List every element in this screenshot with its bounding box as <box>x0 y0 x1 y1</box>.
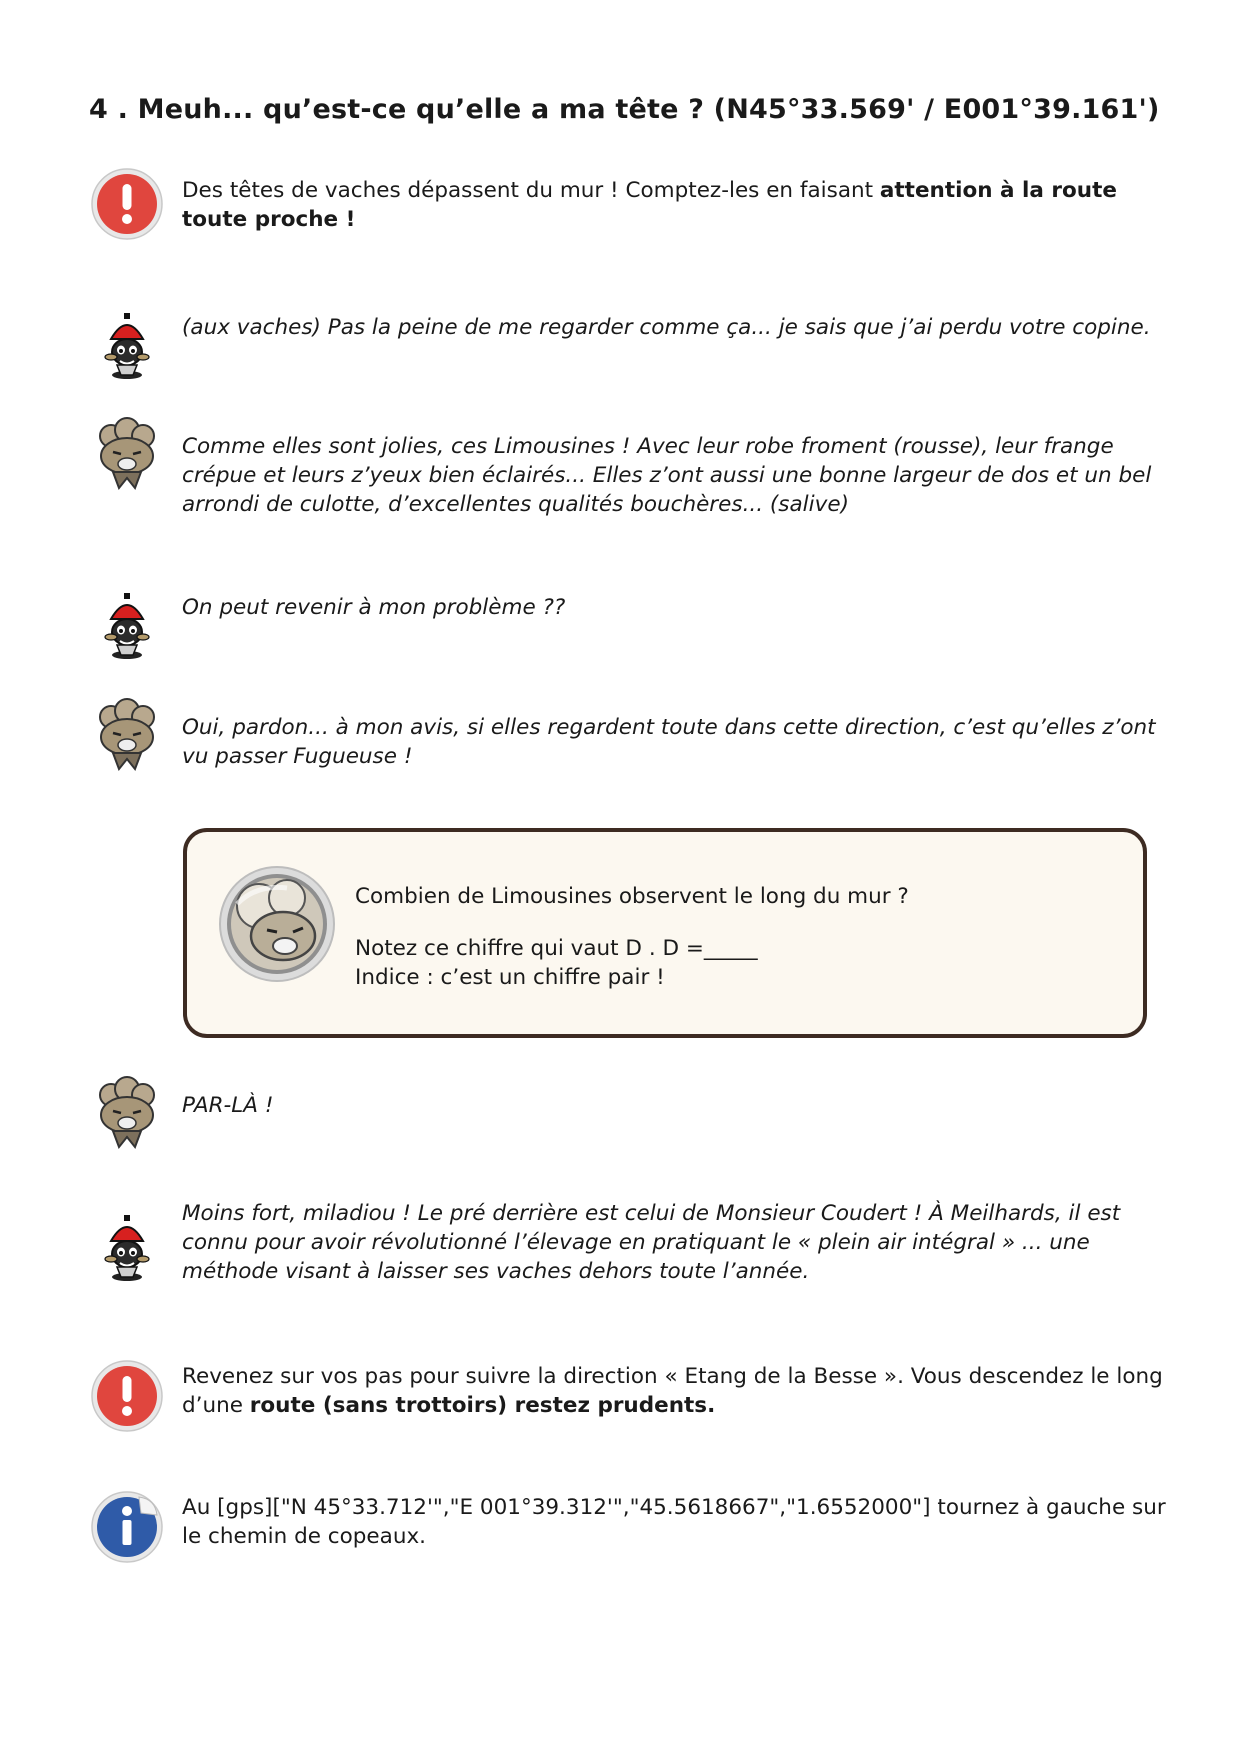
hint-line: Indice : c’est un chiffre pair ! <box>355 965 665 990</box>
dialogue-text: Comme elles sont jolies, ces Limousines ! Avec leur robe froment (rousse), leur frange crépue et leurs z’yeux bien éclairés... Elles z’ont aussi une bonne largeur de dos et un bel arrondi de culotte, d’excellentes qualités bouchères... (salive) <box>182 434 1152 517</box>
warning-icon <box>89 1358 165 1434</box>
instruction-text: Des têtes de vaches dépassent du mur ! Comptez-les en faisant attention à la route toute proche ! <box>182 178 1117 232</box>
warning-icon <box>89 166 165 242</box>
answer-line: Notez ce chiffre qui vaut D . D =_____ <box>355 936 758 961</box>
dialogue-text: (aux vaches) Pas la peine de me regarder comme ça... je sais que j’ai perdu votre copine. <box>182 315 1151 340</box>
question-box <box>183 828 1147 1038</box>
gnome-character-icon <box>89 305 165 381</box>
instruction-text: Au [gps]["N 45°33.712'","E 001°39.312'","45.5618667","1.6552000"] tournez à gauche sur le chemin de copeaux. <box>182 1495 1166 1549</box>
question-text <box>355 882 1115 992</box>
dialogue-text: On peut revenir à mon problème ?? <box>182 595 566 620</box>
dialogue-text: Oui, pardon... à mon avis, si elles regardent toute dans cette direction, c’est qu’elles z’ont vu passer Fugueuse ! <box>182 715 1156 769</box>
info-icon <box>89 1489 165 1565</box>
cow-character-icon <box>89 697 165 773</box>
question-line: Combien de Limousines observent le long du mur ? <box>355 884 909 909</box>
cow-medallion-icon <box>217 864 337 984</box>
gnome-character-icon <box>89 585 165 661</box>
cow-character-icon <box>89 416 165 492</box>
cow-character-icon <box>89 1075 165 1151</box>
dialogue-text: Moins fort, miladiou ! Le pré derrière est celui de Monsieur Coudert ! À Meilhards, il est connu pour avoir révolutionné l’élevage en pratiquant le « plein air intégral » ... une méthode visant à laisser ses vaches dehors toute l’année. <box>182 1201 1121 1284</box>
dialogue-text: PAR-LÀ ! <box>182 1093 274 1118</box>
page-title: 4 . Meuh... qu’est-ce qu’elle a ma tête ? (N45°33.569' / E001°39.161') <box>89 94 1160 125</box>
instruction-text: Revenez sur vos pas pour suivre la direction « Etang de la Besse ». Vous descendez le long d’une route (sans trottoirs) restez prudents. <box>182 1364 1163 1418</box>
gnome-character-icon <box>89 1207 165 1283</box>
